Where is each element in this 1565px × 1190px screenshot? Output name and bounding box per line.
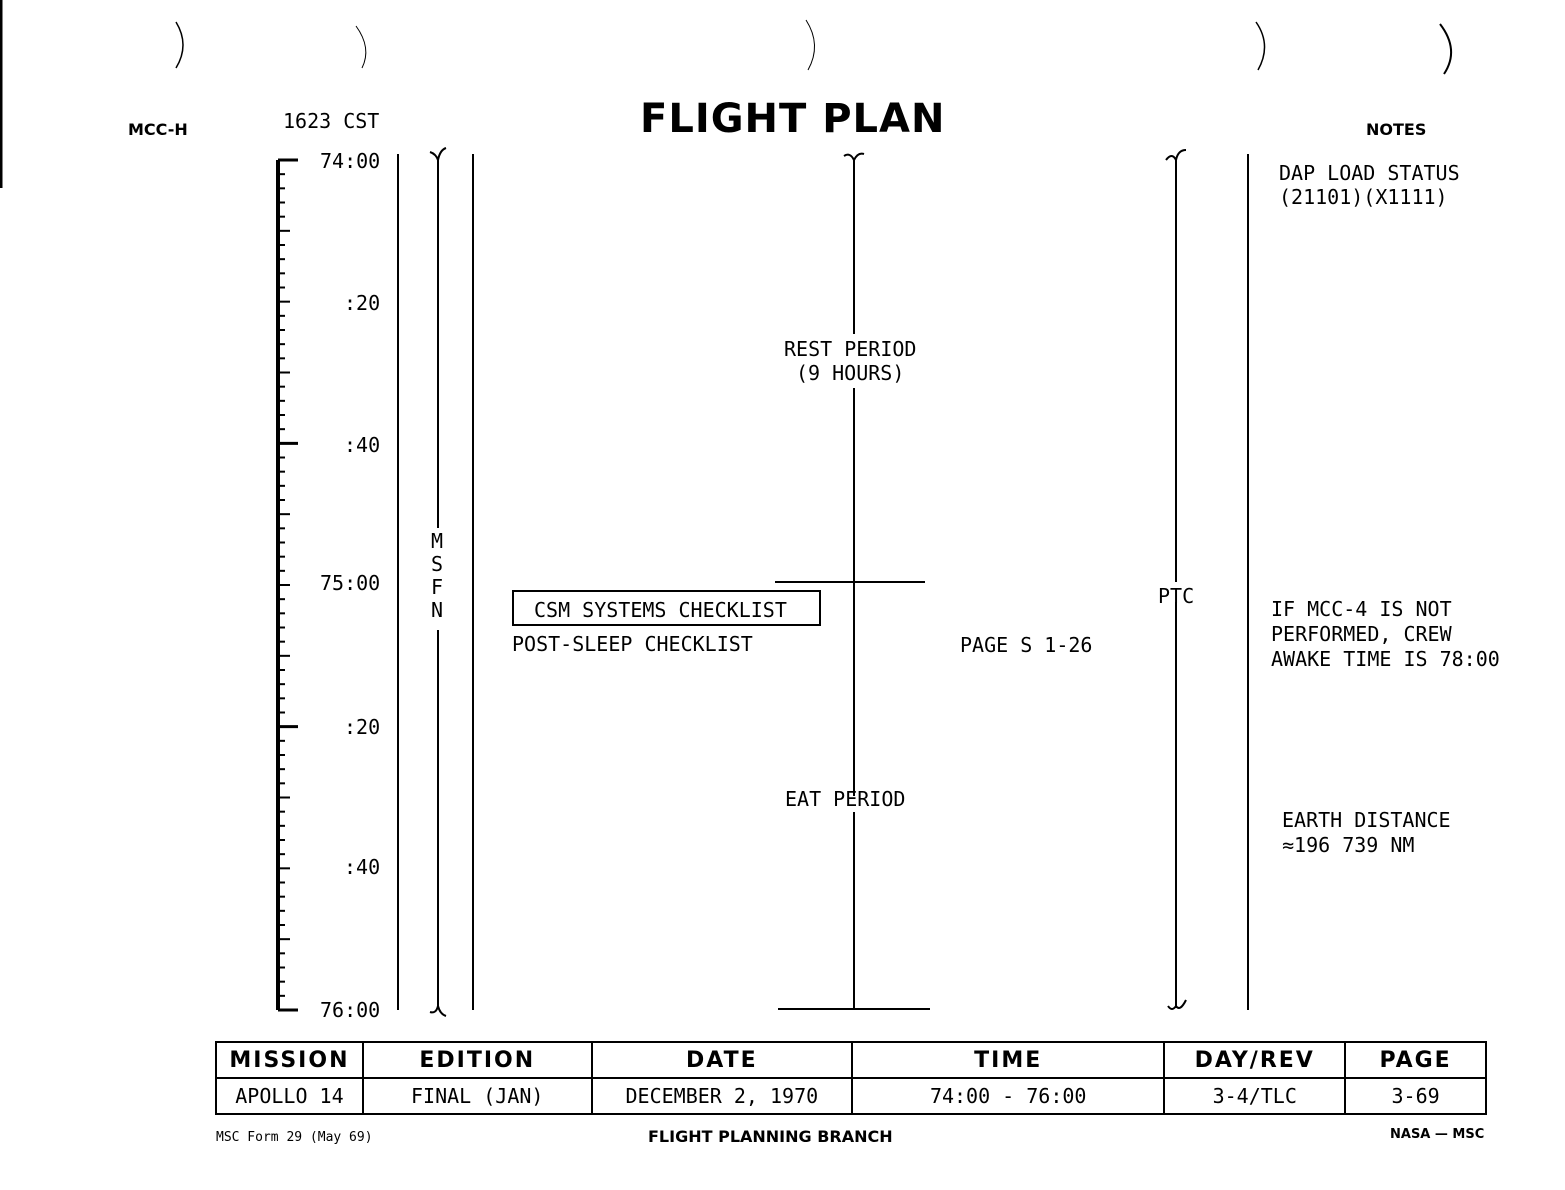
- mcc4-note: [1271, 597, 1500, 672]
- footer-table: [215, 1041, 1487, 1115]
- binder-mark-5: [1440, 24, 1451, 74]
- ptc-label: PTC: [1158, 584, 1195, 608]
- csm-systems-checklist: CSM SYSTEMS CHECKLIST: [534, 598, 787, 622]
- footer-header-edition: EDITION: [363, 1042, 592, 1078]
- mcc4-line2: PERFORMED, CREW: [1271, 622, 1452, 646]
- rest-period-label: REST PERIOD: [784, 337, 917, 361]
- time-label-75-00: 75:00: [320, 571, 381, 595]
- time-column-divider: [397, 154, 399, 1010]
- eat-period-label: EAT PERIOD: [785, 787, 906, 811]
- footer-header-mission: MISSION: [216, 1042, 363, 1078]
- binder-mark-4: [1256, 22, 1265, 70]
- dap-load-note: [1279, 161, 1460, 209]
- agency-label: NASA — MSC: [1390, 1127, 1485, 1142]
- period-boundary-75-00: [775, 581, 925, 583]
- eat-line-lower: [853, 812, 855, 1010]
- footer-header-time: TIME: [852, 1042, 1164, 1078]
- dap-load-line1: DAP LOAD STATUS: [1279, 161, 1460, 185]
- mcc4-line3: AWAKE TIME IS 78:00: [1271, 647, 1500, 671]
- footer-value-edition: FINAL (JAN): [363, 1078, 592, 1114]
- footer-value-mission: APOLLO 14: [216, 1078, 363, 1114]
- msfn-letter-m: M: [431, 529, 444, 553]
- branch-label: FLIGHT PLANNING BRANCH: [648, 1127, 893, 1146]
- post-sleep-checklist: POST-SLEEP CHECKLIST: [512, 632, 753, 656]
- footer-value-page: 3-69: [1345, 1078, 1486, 1114]
- msfn-line-upper: [437, 160, 439, 528]
- rest-line-upper: [853, 160, 855, 334]
- ptc-line-lower: [1175, 602, 1177, 1008]
- page-title: FLIGHT PLAN: [640, 96, 946, 142]
- footer-header-row: [216, 1042, 1486, 1078]
- footer-value-time: 74:00 - 76:00: [852, 1078, 1164, 1114]
- msfn-top-squiggle: [430, 148, 446, 160]
- binder-mark-1: [176, 22, 183, 68]
- ptc-bottom-squiggle: [1168, 1000, 1186, 1009]
- form-number: MSC Form 29 (May 69): [216, 1130, 373, 1145]
- msfn-line-lower: [437, 630, 439, 1006]
- time-ruler: [278, 160, 298, 1010]
- facility-label: MCC-H: [128, 120, 188, 139]
- time-label-75-40: :40: [344, 855, 381, 879]
- time-label-75-20: :20: [344, 715, 381, 739]
- cst-time: 1623 CST: [283, 109, 380, 133]
- earth-distance-note: [1282, 808, 1451, 858]
- msfn-letter-s: S: [431, 552, 444, 576]
- earth-distance-line2: ≈196 739 NM: [1282, 833, 1415, 857]
- activity-column-divider: [472, 154, 474, 1010]
- footer-header-date: DATE: [592, 1042, 853, 1078]
- ptc-line-upper: [1175, 158, 1177, 582]
- binder-mark-2: [356, 26, 366, 68]
- msfn-letter-n: N: [431, 598, 444, 622]
- msfn-bottom-squiggle: [430, 1006, 446, 1016]
- footer-value-row: [216, 1078, 1486, 1114]
- footer-value-dayrev: 3-4/TLC: [1164, 1078, 1345, 1114]
- earth-distance-line1: EARTH DISTANCE: [1282, 808, 1451, 832]
- mcc4-line1: IF MCC-4 IS NOT: [1271, 597, 1452, 621]
- rest-line-lower: [853, 388, 855, 796]
- page-reference: PAGE S 1-26: [960, 633, 1093, 657]
- footer-value-date: DECEMBER 2, 1970: [592, 1078, 853, 1114]
- footer-header-dayrev: DAY/REV: [1164, 1042, 1345, 1078]
- notes-column-divider: [1247, 154, 1249, 1010]
- period-boundary-76-00: [778, 1008, 930, 1010]
- binder-mark-3: [806, 20, 815, 70]
- time-label-74-20: :20: [344, 291, 381, 315]
- footer-header-page: PAGE: [1345, 1042, 1486, 1078]
- time-label-74-00: 74:00: [320, 149, 381, 173]
- dap-load-line2: (21101)(X1111): [1279, 185, 1448, 209]
- time-label-74-40: :40: [344, 433, 381, 457]
- msfn-letter-f: F: [431, 575, 444, 599]
- time-label-76-00: 76:00: [320, 998, 381, 1022]
- notes-header: NOTES: [1366, 120, 1427, 139]
- msfn-label: [431, 530, 443, 622]
- rest-period-duration: (9 HOURS): [796, 361, 905, 385]
